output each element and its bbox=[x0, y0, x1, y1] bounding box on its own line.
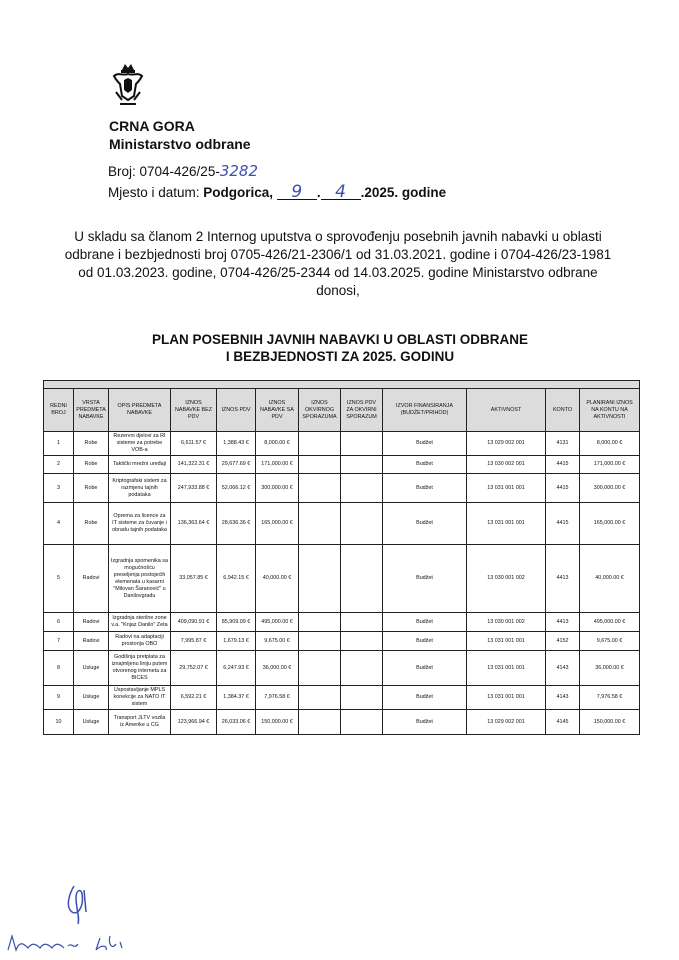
reference-number bbox=[108, 163, 258, 180]
planned-amount: 8,000.00 € bbox=[580, 432, 640, 456]
activity-code: 13 031 001 001 bbox=[467, 503, 546, 545]
amount-without-vat: 33,057.85 € bbox=[171, 545, 217, 613]
account-code: 4415 bbox=[546, 456, 580, 474]
date-year: .2025. godine bbox=[360, 185, 447, 200]
col-header: OPIS PREDMETA NABAVKE bbox=[109, 389, 171, 432]
country-name: CRNA GORA bbox=[109, 118, 195, 134]
row-number: 3 bbox=[44, 474, 74, 503]
col-header: REDNI BROJ bbox=[44, 389, 74, 432]
procurement-type: Robe bbox=[74, 456, 109, 474]
table-row bbox=[44, 613, 640, 632]
funding-source: Budžet bbox=[383, 474, 467, 503]
title-line-2: I BEZBJEDNOSTI ZA 2025. GODINU bbox=[225, 349, 455, 364]
funding-source: Budžet bbox=[383, 686, 467, 710]
planned-amount: 165,000.00 € bbox=[580, 503, 640, 545]
framework-agreement-amount bbox=[299, 474, 341, 503]
activity-code: 13 029 002 001 bbox=[467, 710, 546, 735]
table-row bbox=[44, 710, 640, 735]
procurement-description: Uspostavljanje MPLS konekcije za NATO IT sistem bbox=[109, 686, 171, 710]
col-header: IZNOS PDV ZA OKVIRNI SPORAZUM bbox=[341, 389, 383, 432]
table-row bbox=[44, 651, 640, 686]
amount-with-vat: 40,000.00 € bbox=[256, 545, 299, 613]
procurement-description: Oprema za licence za IT sisteme za čuvanje i obradu tajnih podataka bbox=[109, 503, 171, 545]
account-code: 4152 bbox=[546, 632, 580, 651]
procurement-description: Kriptografski sistem za razmjenu tajnih podataka bbox=[109, 474, 171, 503]
funding-source: Budžet bbox=[383, 432, 467, 456]
table-header-row bbox=[44, 389, 640, 432]
activity-code: 13 031 001 001 bbox=[467, 474, 546, 503]
amount-without-vat: 409,090.91 € bbox=[171, 613, 217, 632]
activity-code: 13 031 001 001 bbox=[467, 632, 546, 651]
amount-without-vat: 6,592.21 € bbox=[171, 686, 217, 710]
framework-agreement-amount bbox=[299, 545, 341, 613]
amount-without-vat: 6,611.57 € bbox=[171, 432, 217, 456]
procurement-description: Rezervni djelovi za RI sisteme za potrebe VOB-a bbox=[109, 432, 171, 456]
funding-source: Budžet bbox=[383, 651, 467, 686]
table-row bbox=[44, 545, 640, 613]
account-code: 4413 bbox=[546, 545, 580, 613]
table-header-spacer bbox=[44, 381, 640, 389]
planned-amount: 150,000.00 € bbox=[580, 710, 640, 735]
table-body bbox=[44, 432, 640, 735]
procurement-description: Izgradnja sterilne zone v.a. "Knjaz Danilo" Zeta bbox=[109, 613, 171, 632]
planned-amount: 300,000.00 € bbox=[580, 474, 640, 503]
procurement-type: Radovi bbox=[74, 613, 109, 632]
amount-without-vat: 29,752.07 € bbox=[171, 651, 217, 686]
procurement-type: Radovi bbox=[74, 545, 109, 613]
amount-without-vat: 141,322.31 € bbox=[171, 456, 217, 474]
activity-code: 13 030 001 002 bbox=[467, 545, 546, 613]
procurement-type: Robe bbox=[74, 432, 109, 456]
procurement-type: Radovi bbox=[74, 632, 109, 651]
place-date-label: Mjesto i datum: bbox=[108, 185, 204, 200]
amount-with-vat: 300,000.00 € bbox=[256, 474, 299, 503]
procurement-description: Godišnja pretplata za iznajmljenu liniju putem otvorenog interneta za BICES bbox=[109, 651, 171, 686]
funding-source: Budžet bbox=[383, 545, 467, 613]
procurement-description: Taktički mrežni uređaji bbox=[109, 456, 171, 474]
framework-agreement-amount bbox=[299, 456, 341, 474]
amount-with-vat: 150,000.00 € bbox=[256, 710, 299, 735]
amount-with-vat: 7,976.58 € bbox=[256, 686, 299, 710]
procurement-type: Usluge bbox=[74, 710, 109, 735]
funding-source: Budžet bbox=[383, 456, 467, 474]
procurement-type: Usluge bbox=[74, 651, 109, 686]
framework-agreement-vat bbox=[341, 503, 383, 545]
col-header: IZNOS NABAVKE SA PDV bbox=[256, 389, 299, 432]
vat-amount: 1,679.13 € bbox=[217, 632, 256, 651]
framework-agreement-vat bbox=[341, 651, 383, 686]
table-row bbox=[44, 456, 640, 474]
handwritten-number: 3282 bbox=[219, 162, 259, 180]
row-number: 9 bbox=[44, 686, 74, 710]
vat-amount: 26,033.06 € bbox=[217, 710, 256, 735]
date-separator: . bbox=[316, 185, 321, 200]
account-code: 4131 bbox=[546, 432, 580, 456]
funding-source: Budžet bbox=[383, 613, 467, 632]
framework-agreement-vat bbox=[341, 613, 383, 632]
row-number: 2 bbox=[44, 456, 74, 474]
planned-amount: 36,000.00 € bbox=[580, 651, 640, 686]
amount-with-vat: 36,000.00 € bbox=[256, 651, 299, 686]
col-header: IZNOS NABAVKE BEZ PDV bbox=[171, 389, 217, 432]
framework-agreement-vat bbox=[341, 710, 383, 735]
amount-without-vat: 7,995.87 € bbox=[171, 632, 217, 651]
amount-with-vat: 165,000.00 € bbox=[256, 503, 299, 545]
activity-code: 13 030 002 001 bbox=[467, 456, 546, 474]
framework-agreement-amount bbox=[299, 710, 341, 735]
vat-amount: 29,677.69 € bbox=[217, 456, 256, 474]
account-code: 4143 bbox=[546, 651, 580, 686]
table-row bbox=[44, 632, 640, 651]
handwritten-initials bbox=[4, 930, 154, 956]
account-code: 4143 bbox=[546, 686, 580, 710]
amount-with-vat: 8,000.00 € bbox=[256, 432, 299, 456]
amount-with-vat: 495,000.00 € bbox=[256, 613, 299, 632]
account-code: 4415 bbox=[546, 503, 580, 545]
procurement-description: Izgradnja spomenika sa mogućnošću preseljenja postojećih elemenata u kasarni "Milovan Šaranović" u Danilovgradu bbox=[109, 545, 171, 613]
procurement-description: Radovi na adaptaciji prostorija OBO bbox=[109, 632, 171, 651]
vat-amount: 28,636.36 € bbox=[217, 503, 256, 545]
row-number: 6 bbox=[44, 613, 74, 632]
table-row bbox=[44, 474, 640, 503]
row-number: 7 bbox=[44, 632, 74, 651]
framework-agreement-amount bbox=[299, 503, 341, 545]
ministry-name: Ministarstvo odbrane bbox=[109, 136, 251, 152]
activity-code: 13 029 002 001 bbox=[467, 432, 546, 456]
document-title bbox=[120, 331, 560, 365]
account-code: 4413 bbox=[546, 613, 580, 632]
framework-agreement-amount bbox=[299, 651, 341, 686]
table-row bbox=[44, 686, 640, 710]
amount-with-vat: 9,675.00 € bbox=[256, 632, 299, 651]
planned-amount: 7,976.58 € bbox=[580, 686, 640, 710]
procurement-type: Usluge bbox=[74, 686, 109, 710]
col-header: IZNOS OKVIRNOG SPORAZUMA bbox=[299, 389, 341, 432]
handwritten-signature bbox=[60, 882, 100, 926]
account-code: 4415 bbox=[546, 474, 580, 503]
vat-amount: 1,388.43 € bbox=[217, 432, 256, 456]
framework-agreement-vat bbox=[341, 686, 383, 710]
framework-agreement-amount bbox=[299, 686, 341, 710]
title-line-1: PLAN POSEBNIH JAVNIH NABAVKI U OBLASTI ODBRANE bbox=[151, 332, 529, 347]
vat-amount: 85,909.09 € bbox=[217, 613, 256, 632]
funding-source: Budžet bbox=[383, 710, 467, 735]
framework-agreement-amount bbox=[299, 432, 341, 456]
funding-source: Budžet bbox=[383, 632, 467, 651]
col-header: IZVOR FINANSIRANJA (BUDŽET/PRIHOD) bbox=[383, 389, 467, 432]
vat-amount: 6,247.93 € bbox=[217, 651, 256, 686]
reference-number-label: Broj: 0704-426/25- bbox=[108, 164, 220, 179]
planned-amount: 40,000.00 € bbox=[580, 545, 640, 613]
row-number: 5 bbox=[44, 545, 74, 613]
framework-agreement-vat bbox=[341, 432, 383, 456]
framework-agreement-vat bbox=[341, 456, 383, 474]
handwritten-day: 9 bbox=[277, 185, 317, 200]
col-header: AKTIVNOST bbox=[467, 389, 546, 432]
coat-of-arms-icon bbox=[108, 62, 148, 112]
row-number: 1 bbox=[44, 432, 74, 456]
row-number: 4 bbox=[44, 503, 74, 545]
vat-amount: 52,066.12 € bbox=[217, 474, 256, 503]
activity-code: 13 031 001 001 bbox=[467, 686, 546, 710]
framework-agreement-vat bbox=[341, 474, 383, 503]
place: Podgorica, bbox=[203, 185, 277, 200]
framework-agreement-vat bbox=[341, 632, 383, 651]
planned-amount: 9,675.00 € bbox=[580, 632, 640, 651]
intro-paragraph: U skladu sa članom 2 Internog uputstva o sprovođenju posebnih javnih nabavki u oblasti odbrane i bezbjednosti broj 0705-426/21-2306/1 od 31.03.2021. godine i 0704-426/23-1981 od 01.03.2023. godine, 0704-426/25-2344 od 14.03.2025. godine Ministarstvo odbrane donosi, bbox=[64, 229, 612, 298]
row-number: 8 bbox=[44, 651, 74, 686]
row-number: 10 bbox=[44, 710, 74, 735]
framework-agreement-amount bbox=[299, 613, 341, 632]
amount-without-vat: 247,933.88 € bbox=[171, 474, 217, 503]
procurement-description: Transport JLTV vozila iz Amerike u CG bbox=[109, 710, 171, 735]
vat-amount: 1,384.37 € bbox=[217, 686, 256, 710]
procurement-type: Robe bbox=[74, 503, 109, 545]
col-header: PLANIRANI IZNOS NA KONTU NA AKTIVNOSTI bbox=[580, 389, 640, 432]
planned-amount: 495,000.00 € bbox=[580, 613, 640, 632]
planned-amount: 171,000.00 € bbox=[580, 456, 640, 474]
framework-agreement-amount bbox=[299, 632, 341, 651]
amount-with-vat: 171,000.00 € bbox=[256, 456, 299, 474]
account-code: 4145 bbox=[546, 710, 580, 735]
funding-source: Budžet bbox=[383, 503, 467, 545]
amount-without-vat: 123,966.94 € bbox=[171, 710, 217, 735]
table-row bbox=[44, 503, 640, 545]
vat-amount: 6,942.15 € bbox=[217, 545, 256, 613]
activity-code: 13 031 001 001 bbox=[467, 651, 546, 686]
procurement-type: Robe bbox=[74, 474, 109, 503]
procurement-table bbox=[43, 380, 640, 735]
col-header: KONTO bbox=[546, 389, 580, 432]
place-date bbox=[108, 182, 447, 202]
handwritten-month: 4 bbox=[321, 185, 361, 200]
col-header: VRSTA PREDMETA NABAVKE bbox=[74, 389, 109, 432]
table-row bbox=[44, 432, 640, 456]
activity-code: 13 030 001 002 bbox=[467, 613, 546, 632]
amount-without-vat: 136,363.64 € bbox=[171, 503, 217, 545]
framework-agreement-vat bbox=[341, 545, 383, 613]
col-header: IZNOS PDV bbox=[217, 389, 256, 432]
